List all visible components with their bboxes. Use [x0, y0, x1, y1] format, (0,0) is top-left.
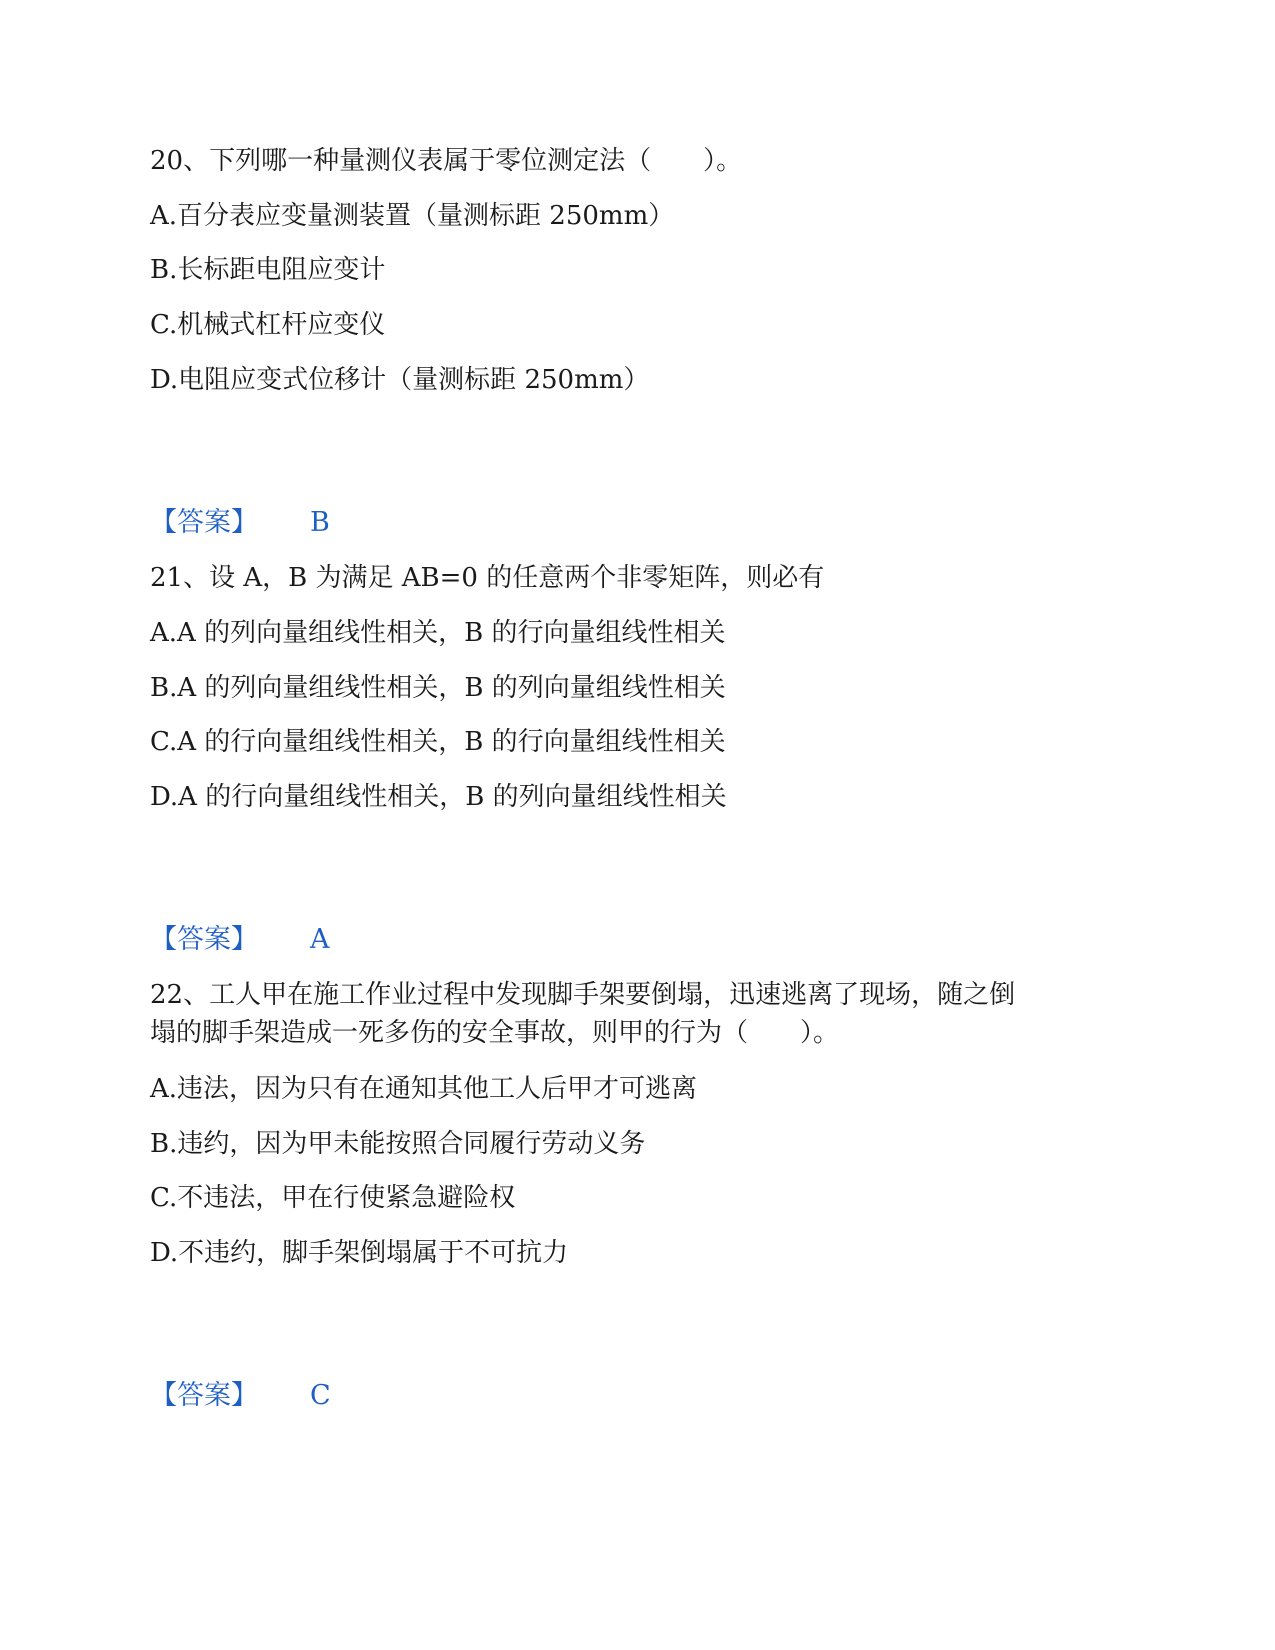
question-21-option-b: B.A 的列向量组线性相关，B 的列向量组线性相关	[150, 673, 726, 703]
question-22-answer	[150, 1378, 331, 1414]
question-21-option-d: D.A 的行向量组线性相关，B 的列向量组线性相关	[150, 782, 727, 812]
answer-value: C	[310, 1380, 331, 1411]
question-21-option-a: A.A 的列向量组线性相关，B 的行向量组线性相关	[150, 618, 726, 648]
question-22-option-c: C.不违法，甲在行使紧急避险权	[150, 1183, 516, 1213]
answer-value: B	[310, 507, 330, 538]
question-21-answer	[150, 922, 330, 958]
answer-label: 【答案】	[150, 1380, 258, 1411]
answer-label: 【答案】	[150, 507, 258, 538]
question-22-stem-line-1: 22、工人甲在施工作业过程中发现脚手架要倒塌，迅速逃离了现场，随之倒	[150, 980, 1016, 1010]
question-20-option-a: A.百分表应变量测装置（量测标距 250mm）	[150, 201, 675, 231]
question-21-stem: 21、设 A，B 为满足 AB=0 的任意两个非零矩阵，则必有	[150, 563, 825, 593]
question-20-option-c: C.机械式杠杆应变仪	[150, 310, 386, 340]
question-21-option-c: C.A 的行向量组线性相关，B 的行向量组线性相关	[150, 727, 726, 757]
answer-label: 【答案】	[150, 924, 258, 955]
question-22-option-d: D.不违约，脚手架倒塌属于不可抗力	[150, 1238, 569, 1268]
question-22-option-b: B.违约，因为甲未能按照合同履行劳动义务	[150, 1129, 646, 1159]
question-20-answer	[150, 505, 330, 541]
question-20-option-b: B.长标距电阻应变计	[150, 255, 386, 285]
question-20-stem: 20、下列哪一种量测仪表属于零位测定法（ ）。	[150, 146, 743, 176]
question-22-option-a: A.违法，因为只有在通知其他工人后甲才可逃离	[150, 1074, 698, 1104]
answer-value: A	[310, 924, 330, 955]
question-20-option-d: D.电阻应变式位移计（量测标距 250mm）	[150, 365, 650, 395]
question-22-stem-line-2: 塌的脚手架造成一死多伤的安全事故，则甲的行为（ ）。	[150, 1018, 840, 1048]
